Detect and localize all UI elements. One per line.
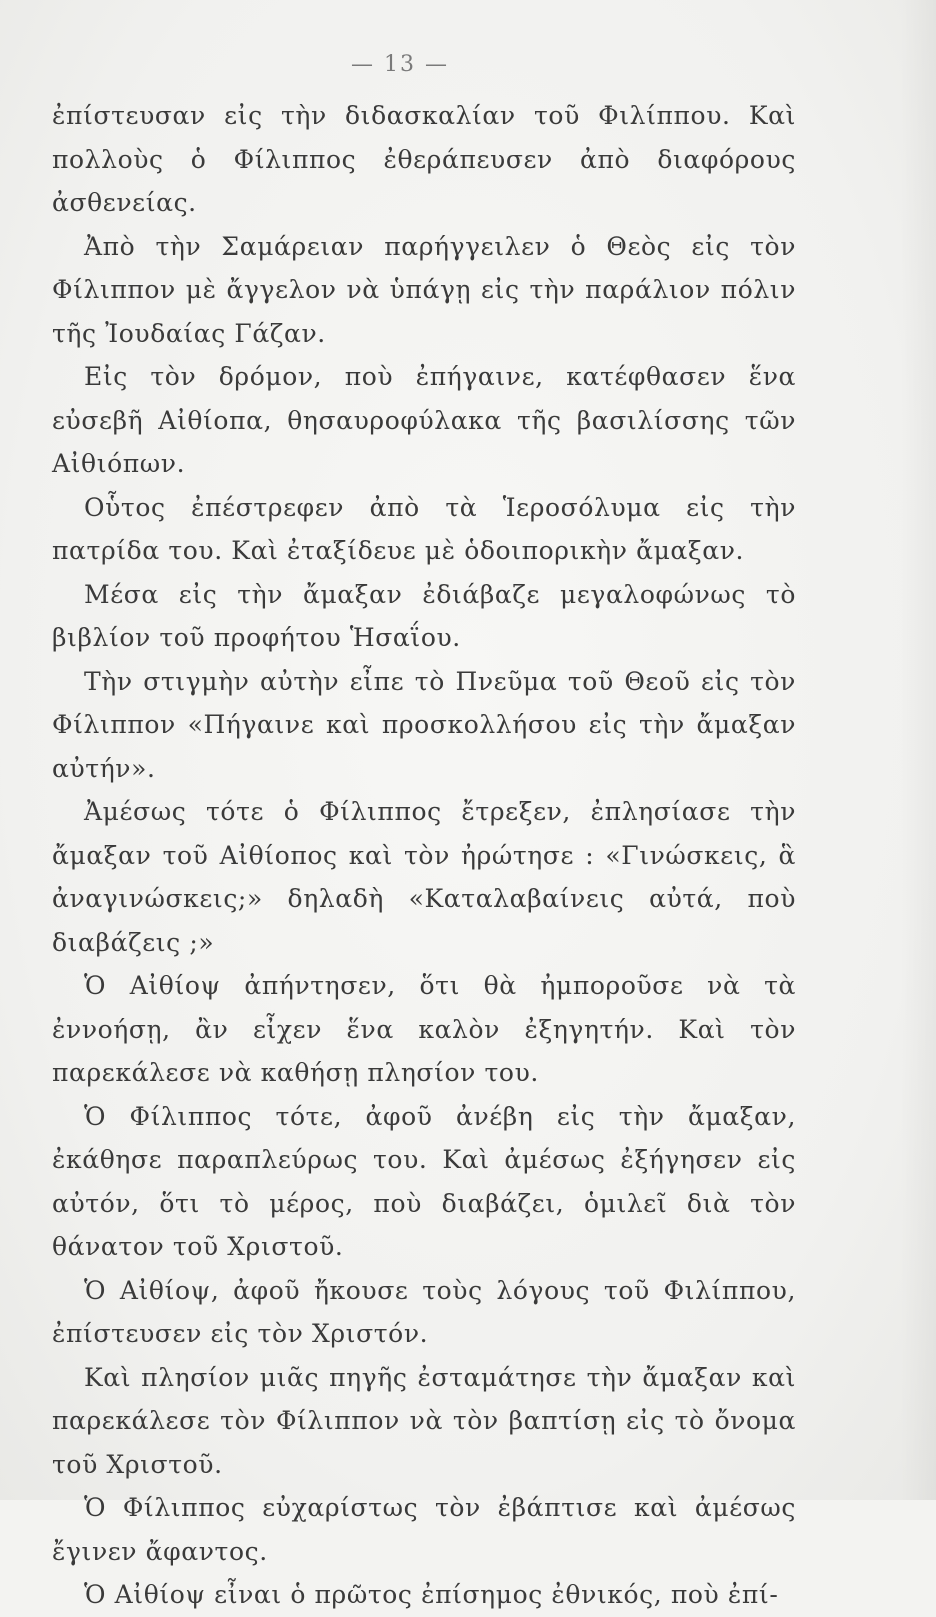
- paragraph: Ὁ Αἰθίοψ εἶναι ὁ πρῶτος ἐπίσημος ἐθνικός, ποὺ ἐπί-: [84, 1580, 779, 1609]
- paragraph: Ὁ Αἰθίοψ, ἀφοῦ ἤκουσε τοὺς λόγους τοῦ Φιλίππου, ἐπίστευσεν εἰς τὸν Χριστόν.: [52, 1275, 796, 1348]
- paragraph: Καὶ πλησίον μιᾶς πηγῆς ἐσταμάτησε τὴν ἄμαξαν καὶ παρεκάλεσε τὸν Φίλιππον νὰ τὸν βαπτίσῃ εἰς τὸ ὄνομα τοῦ Χριστοῦ.: [52, 1362, 796, 1479]
- page-edge-shadow: [900, 0, 936, 1500]
- paragraph: Ὁ Φίλιππος τότε, ἀφοῦ ἀνέβη εἰς τὴν ἄμαξαν, ἐκάθησε παραπλεύρως του. Καὶ ἀμέσως ἐξήγησεν εἰς αὐτόν, ὅτι τὸ μέρος, ποὺ διαβάζει, ὁμιλεῖ διὰ τὸν θάνατον τοῦ Χριστοῦ.: [52, 1101, 796, 1261]
- paragraph: Ὁ Αἰθίοψ ἀπήντησεν, ὅτι θὰ ἠμποροῦσε νὰ τὰ ἐννοήσῃ, ἂν εἶχεν ἕνα καλὸν ἐξηγητήν. Καὶ τὸν παρεκάλεσε νὰ καθήσῃ πλησίον του.: [52, 971, 796, 1087]
- paragraph: ἐπίστευσαν εἰς τὴν διδασκαλίαν τοῦ Φιλίππου. Καὶ πολλοὺς ὁ Φίλιππος ἐθεράπευσεν ἀπὸ διαφόρους ἀσθενείας.: [52, 101, 796, 217]
- body-text: [52, 94, 796, 1617]
- paragraph: Εἰς τὸν δρόμον, ποὺ ἐπήγαινε, κατέφθασεν ἕνα εὐσεβῆ Αἰθίοπα, θησαυροφύλακα τῆς βασιλίσσης τῶν Αἰθιόπων.: [52, 362, 796, 478]
- paragraph: Τὴν στιγμὴν αὐτὴν εἶπε τὸ Πνεῦμα τοῦ Θεοῦ εἰς τὸν Φίλιππον «Πήγαινε καὶ προσκολλήσου εἰς τὴν ἄμαξαν αὐτήν».: [52, 666, 796, 783]
- paragraph: Ὁ Φίλιππος εὐχαρίστως τὸν ἐβάπτισε καὶ ἀμέσως ἔγινεν ἄφαντος.: [52, 1493, 796, 1566]
- paragraph: Μέσα εἰς τὴν ἄμαξαν ἐδιάβαζε μεγαλοφώνως τὸ βιβλίον τοῦ προφήτου Ἡσαΐου.: [52, 579, 796, 652]
- paragraph: Ἀπὸ τὴν Σαμάρειαν παρήγγειλεν ὁ Θεὸς εἰς τὸν Φίλιππον μὲ ἄγγελον νὰ ὑπάγῃ εἰς τὴν παράλιον πόλιν τῆς Ἰουδαίας Γάζαν.: [52, 231, 796, 348]
- paragraph: Οὗτος ἐπέστρεφεν ἀπὸ τὰ Ἱεροσόλυμα εἰς τὴν πατρίδα του. Καὶ ἐταξίδευε μὲ ὁδοιπορικὴν ἄμαξαν.: [52, 492, 796, 565]
- page-number: — 13 —: [351, 52, 449, 77]
- paragraph: Ἀμέσως τότε ὁ Φίλιππος ἔτρεξεν, ἐπλησίασε τὴν ἄμαξαν τοῦ Αἰθίοπος καὶ τὸν ἠρώτησε : «Γινώσκεις, ἃ ἀναγινώσκεις;» δηλαδὴ «Καταλαβαίνεις αὐτά, ποὺ διαβάζεις ;»: [52, 797, 796, 957]
